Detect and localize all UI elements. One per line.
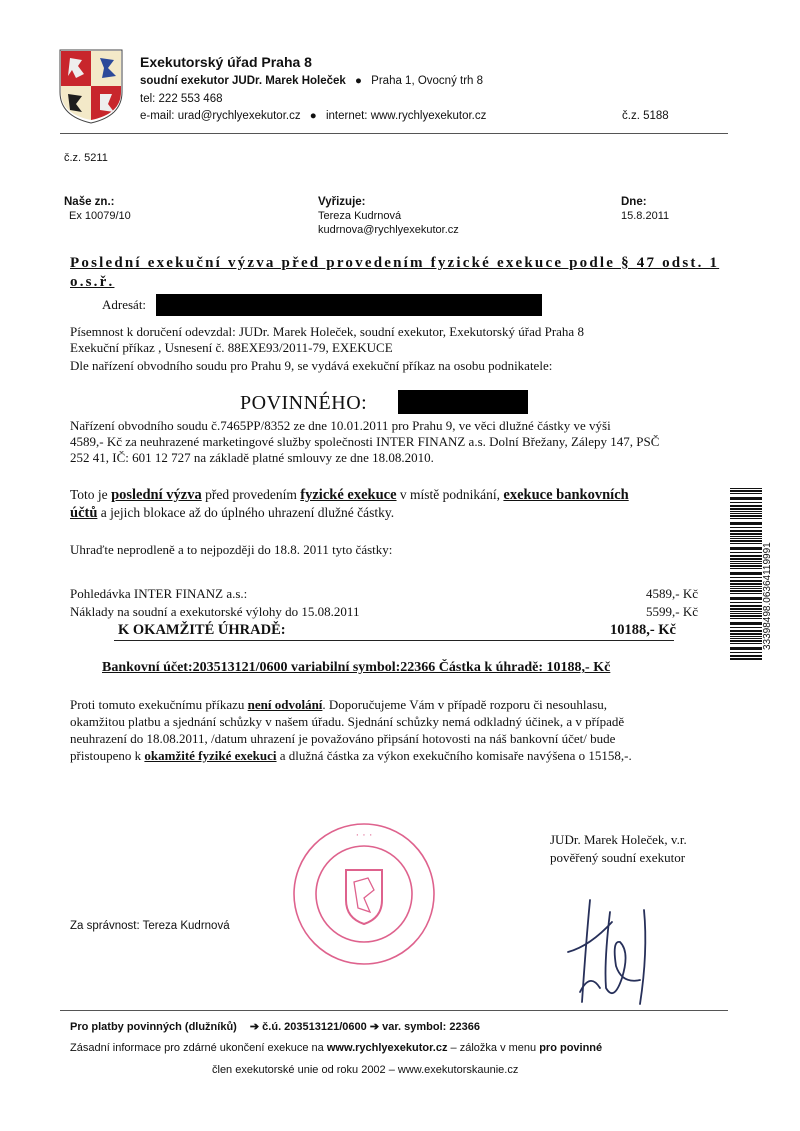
handled-by-name: Tereza Kudrnová bbox=[318, 210, 402, 222]
text-segment: a jejich blokace až do úplného uhrazení dlužné částky. bbox=[97, 505, 395, 520]
barcode-bar bbox=[730, 577, 762, 578]
handled-by-label: Vyřizuje: bbox=[318, 196, 366, 208]
barcode-bar bbox=[730, 630, 762, 632]
barcode-bar bbox=[730, 558, 762, 560]
physical-execution-emphasis: fyzické exekuce bbox=[300, 487, 397, 503]
barcode-bar bbox=[730, 572, 762, 575]
office-title: Exekutorský úřad Praha 8 bbox=[140, 54, 312, 70]
barcode-bar bbox=[730, 490, 762, 492]
office-address: Praha 1, Ovocný trh 8 bbox=[371, 75, 484, 87]
intro-line-2: Exekuční příkaz , Usnesení č. 88EXE93/2011-79, EXEKUCE bbox=[70, 340, 393, 355]
bullet-icon: ● bbox=[309, 110, 317, 122]
verified-by: Za správnost: Tereza Kudrnová bbox=[70, 920, 230, 932]
footer-union-membership: člen exekutorské unie od roku 2002 – www.exekutorskaunie.cz bbox=[212, 1064, 519, 1076]
barcode-bar bbox=[730, 580, 762, 582]
barcode-bar bbox=[730, 643, 762, 644]
text-segment: Toto je bbox=[70, 487, 112, 502]
text-segment: před provedením bbox=[201, 487, 301, 502]
barcode-bar bbox=[730, 605, 762, 607]
claim-label: Pohledávka INTER FINANZ a.s.: bbox=[70, 586, 248, 601]
appeal-line-4 bbox=[70, 748, 632, 764]
barcode-bar bbox=[730, 536, 762, 537]
barcode-bar bbox=[730, 518, 762, 519]
office-email: e-mail: urad@rychlyexekutor.cz bbox=[140, 110, 301, 122]
barcode-bar bbox=[730, 493, 762, 494]
barcode-bar bbox=[730, 613, 762, 614]
intro-line-1: Písemnost k doručení odevzdal: JUDr. Marek Holeček, soudní exekutor, Exekutorský úřad Praha 8 bbox=[70, 324, 584, 339]
footer-info-line bbox=[70, 1042, 602, 1054]
footer-payment-line bbox=[70, 1020, 480, 1033]
obligor-label: POVINNÉHO: bbox=[240, 392, 368, 414]
svg-text:· · ·: · · · bbox=[355, 829, 373, 841]
footer-divider bbox=[60, 1010, 728, 1011]
barcode-bar bbox=[730, 586, 762, 587]
barcode-bar bbox=[730, 568, 762, 569]
barcode-bar bbox=[730, 515, 762, 517]
costs-label: Náklady na soudní a exekutorské výlohy do 15.08.2011 bbox=[70, 604, 360, 619]
barcode-bar bbox=[730, 508, 762, 510]
date-value: 15.8.2011 bbox=[621, 210, 670, 222]
appeal-line-2: okamžitou platbu a sjednání schůzky v našem úřadu. Sjednání schůzky nemá odkladný účinek, a v případě bbox=[70, 714, 625, 729]
reference-number-top: č.z. 5188 bbox=[622, 110, 669, 122]
barcode-bar bbox=[730, 488, 762, 489]
bullet-icon: ● bbox=[355, 75, 362, 87]
barcode-icon bbox=[730, 488, 762, 660]
office-phone: tel: 222 553 468 bbox=[140, 93, 223, 105]
text-segment: v místě podnikání, bbox=[396, 487, 504, 502]
intro-line-3: Dle nařízení obvodního soudu pro Prahu 9, se vydává exekuční příkaz na osobu podnikatele: bbox=[70, 358, 553, 373]
barcode-bar bbox=[730, 633, 762, 635]
text-segment: – záložka v menu bbox=[447, 1042, 540, 1054]
barcode-bar bbox=[730, 640, 762, 642]
barcode-bar bbox=[730, 638, 762, 639]
immediate-execution-emphasis: okamžité fyziké exekuci bbox=[144, 748, 277, 763]
date-label: Dne: bbox=[621, 196, 647, 208]
redacted-obligor bbox=[398, 390, 528, 414]
barcode-bar bbox=[730, 597, 762, 600]
court-order-line-1: Nařízení obvodního soudu č.7465PP/8352 ze dne 10.01.2011 pro Prahu 9, ve věci dlužné částky ve výši bbox=[70, 418, 611, 433]
barcode-bar bbox=[730, 652, 762, 653]
signer-name: JUDr. Marek Holeček, v.r. bbox=[550, 832, 687, 847]
barcode-bar bbox=[730, 647, 762, 650]
redacted-addressee bbox=[156, 294, 542, 316]
barcode-bar bbox=[730, 627, 762, 628]
barcode-bar bbox=[730, 555, 762, 557]
footer-payment-details: ➔ č.ú. 203513121/0600 ➔ var. symbol: 22366 bbox=[249, 1021, 480, 1033]
barcode-bar bbox=[730, 658, 762, 660]
barcode-bar bbox=[730, 511, 762, 512]
barcode-bar bbox=[730, 618, 762, 619]
no-appeal-emphasis: není odvolání bbox=[247, 697, 323, 712]
barcode-bar bbox=[730, 543, 762, 544]
executor-name: soudní exekutor JUDr. Marek Holeček bbox=[140, 75, 346, 87]
reference-number: č.z. 5211 bbox=[64, 152, 108, 164]
court-order-line-3: 252 41, IČ: 601 12 727 na základě platné smlouvy ze dne 18.08.2010. bbox=[70, 450, 434, 465]
barcode-bar bbox=[730, 611, 762, 612]
total-label: K OKAMŽITÉ ÚHRADĚ: bbox=[118, 622, 286, 638]
barcode-bar bbox=[730, 522, 762, 525]
total-value: 10188,- Kč bbox=[609, 622, 676, 638]
final-notice-line-2 bbox=[70, 505, 394, 521]
barcode-bar bbox=[730, 538, 762, 539]
executor-line bbox=[140, 75, 483, 87]
footer-website-link[interactable]: www.rychlyexekutor.cz bbox=[326, 1042, 448, 1054]
barcode-bar bbox=[730, 563, 762, 564]
barcode-bar bbox=[730, 565, 762, 567]
document-heading: Poslední exekuční výzva před provedením fyzické exekuce podle § 47 odst. 1 o.s.ř. bbox=[70, 255, 720, 290]
official-stamp bbox=[290, 820, 438, 968]
text-segment: přistoupeno k bbox=[70, 748, 145, 763]
barcode-bar bbox=[730, 505, 762, 507]
barcode-bar bbox=[730, 513, 762, 514]
footer-menu-tab: pro povinné bbox=[539, 1042, 603, 1054]
barcode-bar bbox=[730, 583, 762, 585]
text-segment: a dlužná částka za výkon exekučního komisaře navýšena o 15158,-. bbox=[276, 748, 632, 763]
barcode-bar bbox=[730, 593, 762, 594]
barcode-bar bbox=[730, 615, 762, 617]
bank-execution-emphasis: exekuce bankovních bbox=[503, 487, 629, 503]
court-order-line-2: 4589,- Kč za neuhrazené marketingové služby společnosti INTER FINANZ a.s. Dolní Břežany, Zálepy 147, PSČ bbox=[70, 434, 660, 449]
text-segment: Proti tomuto exekučnímu příkazu bbox=[70, 697, 248, 712]
claim-value: 4589,- Kč bbox=[646, 586, 698, 601]
barcode-bar bbox=[730, 547, 762, 550]
appeal-line-1 bbox=[70, 697, 607, 713]
barcode-number: 33398498.06364119991 bbox=[762, 542, 773, 650]
barcode-bar bbox=[730, 561, 762, 562]
our-ref-label: Naše zn.: bbox=[64, 196, 115, 208]
text-segment: Zásadní informace pro zdárné ukončení exekuce na bbox=[70, 1042, 327, 1054]
accounts-emphasis: účtů bbox=[70, 505, 98, 521]
appeal-line-3: neuhrazení do 18.08.2011, /datum uhrazení je považováno připsání hotovosti na náš bankovní účet/ bude bbox=[70, 731, 616, 746]
handwritten-signature bbox=[560, 892, 670, 1012]
bank-payment-line: Bankovní účet:203513121/0600 variabilní symbol:22366 Částka k úhradě: 10188,- Kč bbox=[102, 660, 611, 675]
handled-by-email: kudrnova@rychlyexekutor.cz bbox=[318, 224, 459, 236]
barcode-bar bbox=[730, 540, 762, 542]
final-notice-line-1 bbox=[70, 487, 629, 503]
czech-coat-of-arms-logo bbox=[58, 48, 124, 124]
barcode-bar bbox=[730, 527, 762, 528]
barcode-bar bbox=[730, 552, 762, 553]
barcode-bar bbox=[730, 655, 762, 657]
barcode-bar bbox=[730, 502, 762, 503]
barcode-bar bbox=[730, 602, 762, 603]
barcode-bar bbox=[730, 530, 762, 532]
footer-payment-label: Pro platby povinných (dlužníků) bbox=[70, 1021, 237, 1033]
costs-value: 5599,- Kč bbox=[646, 604, 698, 619]
barcode-bar bbox=[730, 497, 762, 500]
final-notice-emphasis: poslední výzva bbox=[111, 487, 202, 503]
barcode-bar bbox=[730, 590, 762, 592]
barcode-bar bbox=[730, 588, 762, 589]
header-divider bbox=[60, 133, 728, 134]
addressee-label: Adresát: bbox=[102, 297, 147, 312]
barcode-bar bbox=[730, 533, 762, 535]
barcode-bar bbox=[730, 622, 762, 625]
our-ref-value: Ex 10079/10 bbox=[69, 210, 131, 222]
signer-role: pověřený soudní exekutor bbox=[550, 850, 686, 865]
text-segment: . Doporučujeme Vám v případě rozporu či nesouhlasu, bbox=[322, 697, 608, 712]
pay-instruction: Uhraďte neprodleně a to nejpozději do 18.8. 2011 tyto částky: bbox=[70, 542, 393, 557]
barcode-bar bbox=[730, 608, 762, 610]
contact-line bbox=[140, 110, 486, 122]
barcode-bar bbox=[730, 636, 762, 637]
total-underline bbox=[114, 640, 674, 641]
office-website: internet: www.rychlyexekutor.cz bbox=[325, 110, 487, 122]
